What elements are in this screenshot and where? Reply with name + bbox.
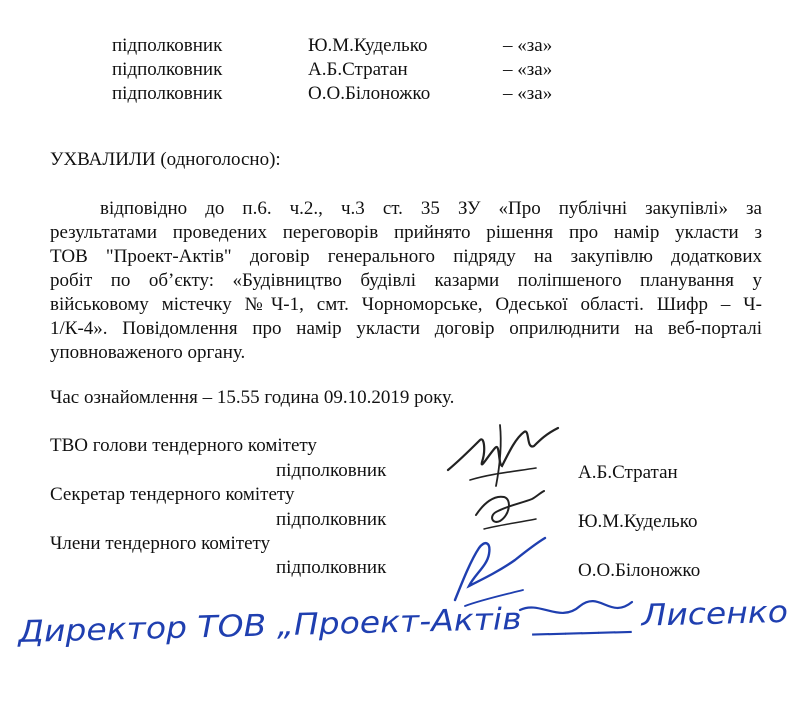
signature-secretary [470, 485, 550, 535]
signatory-role: Члени тендерного комітету [50, 533, 271, 554]
signatory-rank: підполковник [276, 509, 387, 530]
vote-name: Ю.М.Куделько [308, 35, 428, 56]
decision-line: уповноваженого органу. [50, 342, 246, 363]
decision-line: 1/К-4». Повідомлення про намір укласти договір оприлюднити на веб-порталі [50, 318, 762, 339]
decision-line: результатами проведених переговорів прийнято рішення про намір укласти з [50, 222, 762, 243]
vote-value: – «за» [503, 35, 553, 56]
signatory-name: О.О.Білоножко [578, 560, 701, 581]
vote-rank: підполковник [112, 83, 223, 104]
vote-rank: підполковник [112, 59, 223, 80]
acquaintance-time: Час ознайомлення – 15.55 година 09.10.2019 року. [50, 387, 455, 408]
signatory-rank: підполковник [276, 557, 387, 578]
decision-line: ТОВ "Проект-Актів" договір генерального підряду на закупівлю додаткових [50, 246, 762, 267]
decision-line: відповідно до п.6. ч.2., ч.3 ст. 35 ЗУ «Про публічні закупівлі» за [100, 198, 762, 219]
signatory-role: Секретар тендерного комітету [50, 484, 295, 505]
vote-value: – «за» [503, 59, 553, 80]
signatory-rank: підполковник [276, 460, 387, 481]
signatory-role: ТВО голови тендерного комітету [50, 435, 317, 456]
decision-line: робіт по об’єкту: «Будівництво будівлі казарми поліпшеного планування у [50, 270, 762, 291]
vote-name: А.Б.Стратан [308, 59, 408, 80]
vote-name: О.О.Білоножко [308, 83, 431, 104]
signatory-name: А.Б.Стратан [578, 462, 678, 483]
signatory-name: Ю.М.Куделько [578, 511, 698, 532]
svg-text:Директор ТОВ „Проект-Актів _: Директор ТОВ „Проект-Актів ______ Лисенко [17, 596, 719, 650]
decision-heading: УХВАЛИЛИ (одноголосно): [50, 149, 281, 170]
vote-value: – «за» [503, 83, 553, 104]
vote-rank: підполковник [112, 35, 223, 56]
decision-paragraph [50, 197, 762, 365]
decision-line: військовому містечку №Ч-1, смт. Чорноморське, Одеської області. Шифр – Ч- [50, 294, 762, 315]
signature-chair [440, 420, 570, 490]
handwritten-director-note [0, 580, 800, 660]
